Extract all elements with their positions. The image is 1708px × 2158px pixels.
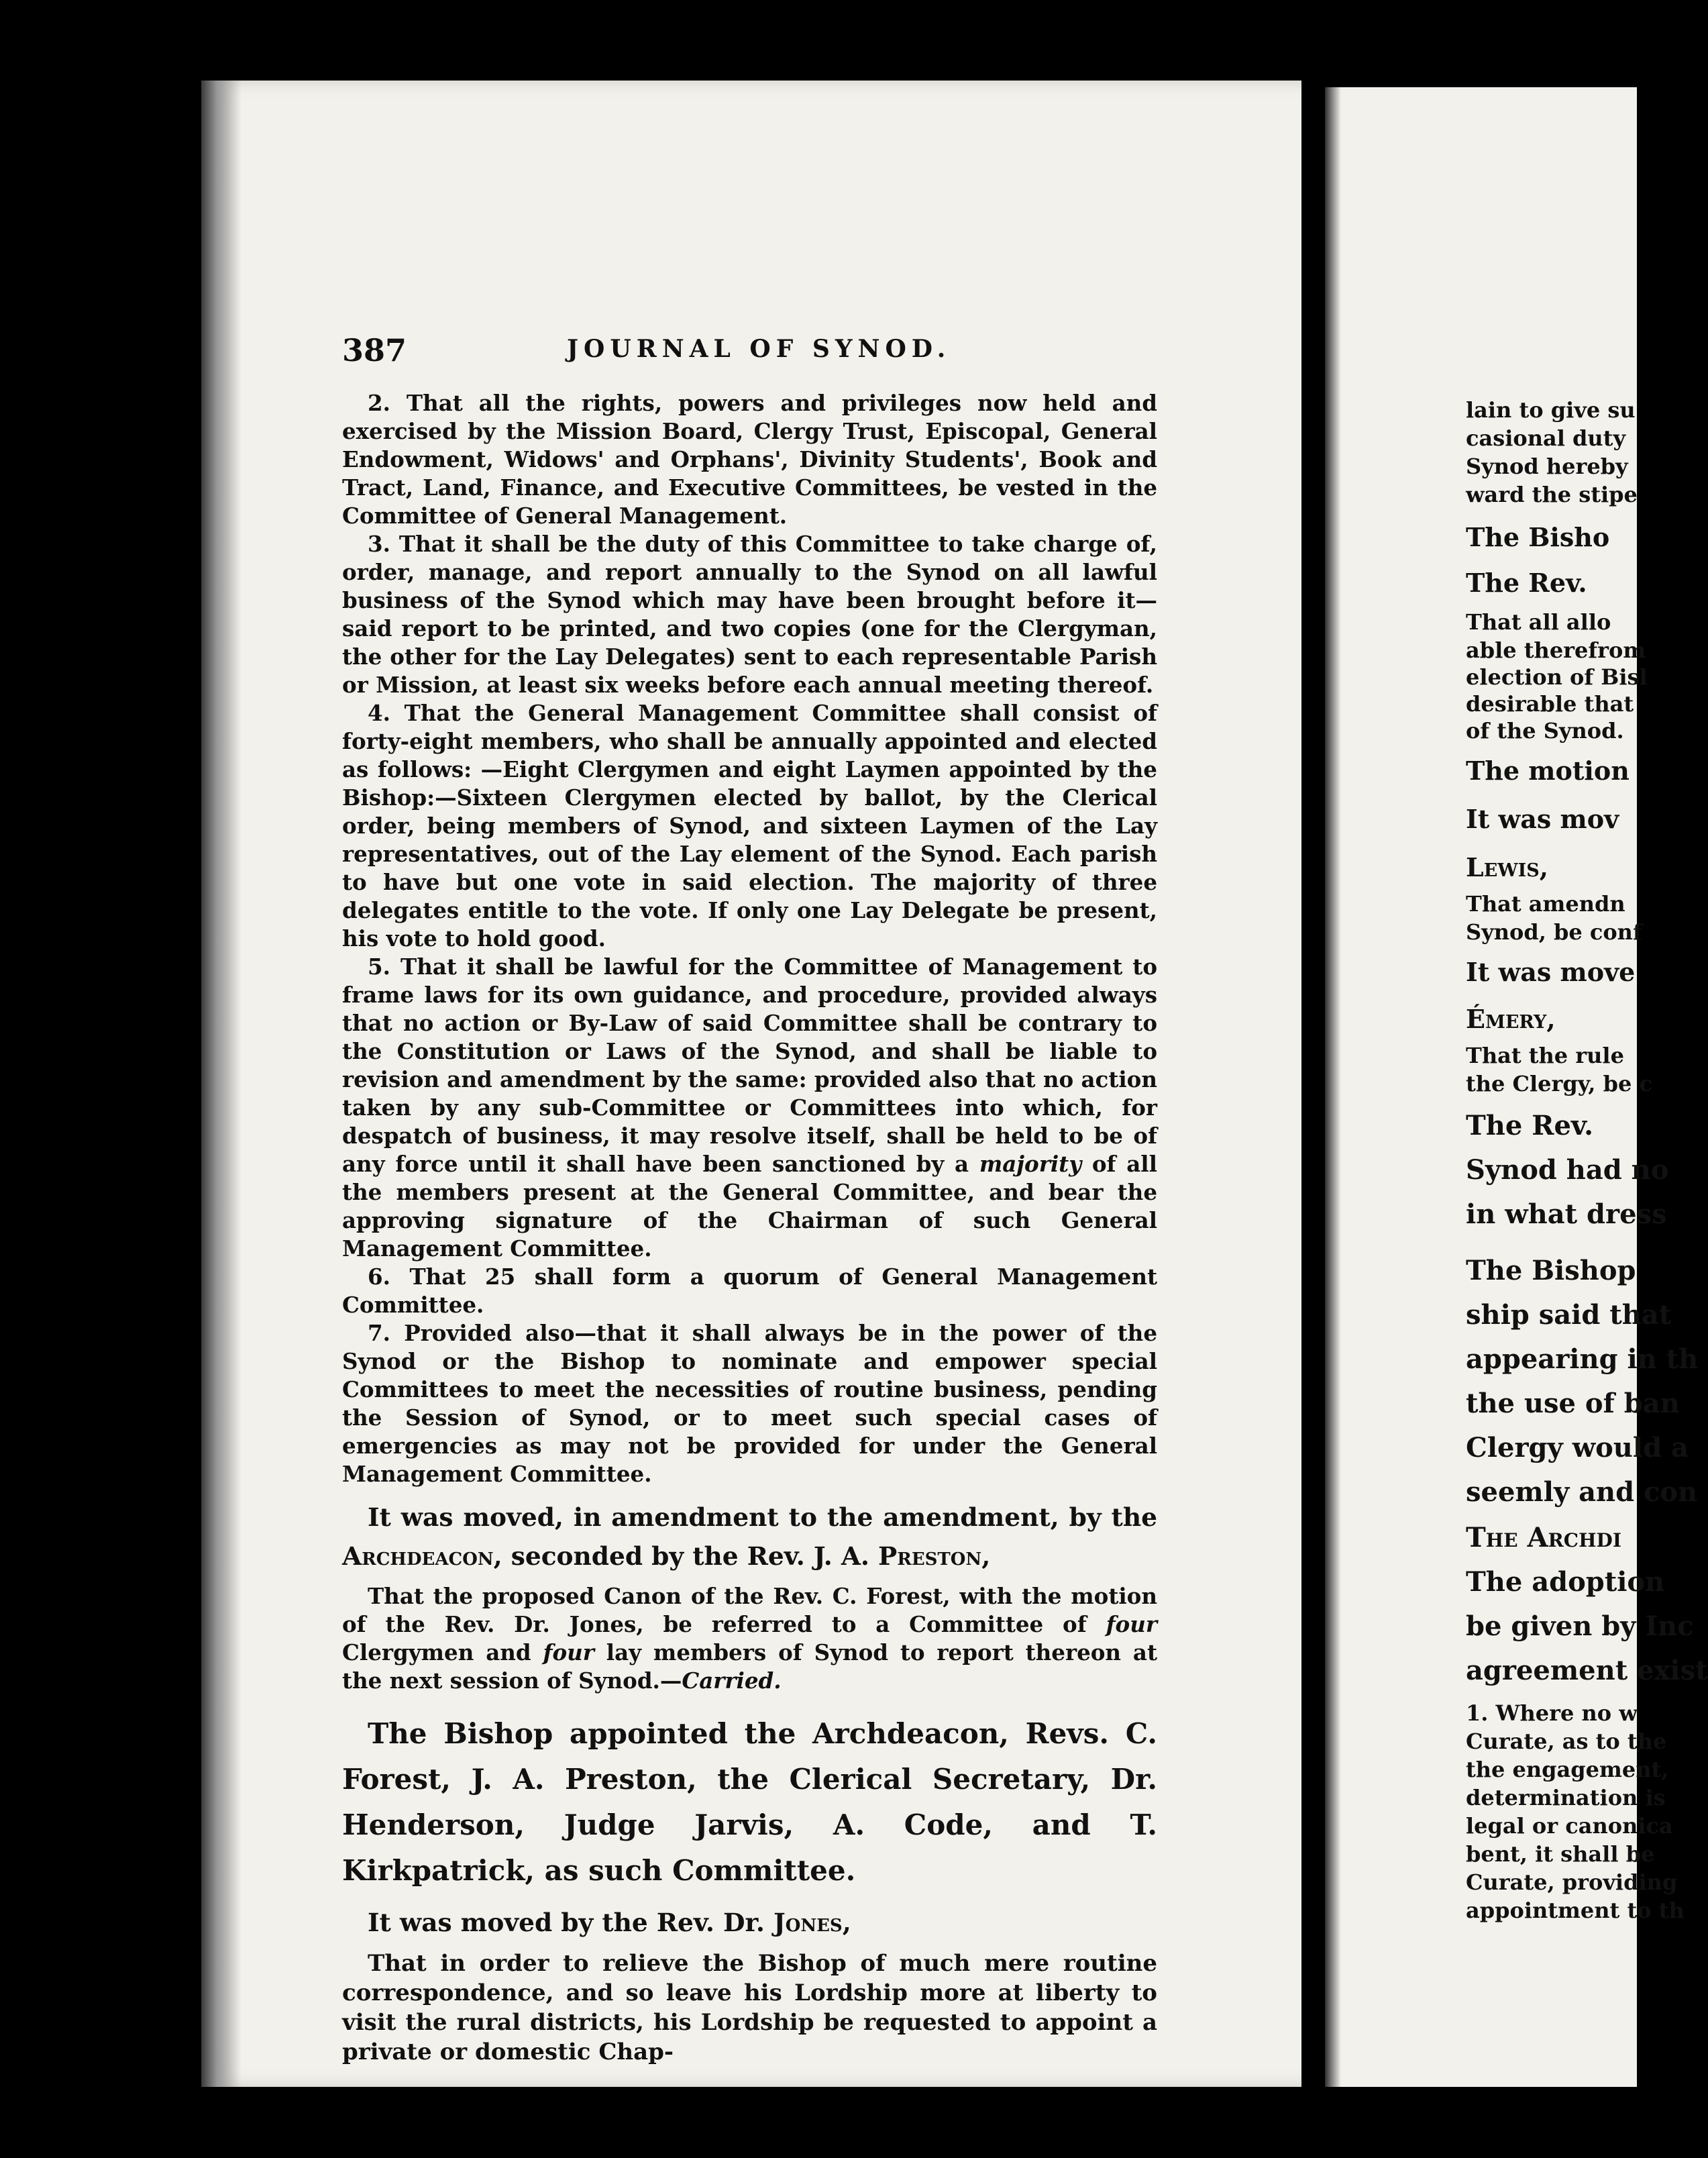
- right-line: in what dress: [1466, 1198, 1667, 1230]
- paragraph-5-text-end: of all the members present at the General Committee, and bear the approving signature of the Chairman of such General Management Committee.: [342, 1151, 1157, 1262]
- bishop-appointment: The Bishop appointed the Archdeacon, Revs. C. Forest, J. A. Preston, the Clerical Secretary, Dr. Henderson, Judge Jarvis, A. Code, and T. Kirkpatrick, as such Committee.: [342, 1717, 1157, 1887]
- right-line: lain to give su: [1466, 397, 1636, 423]
- page-header: [342, 332, 1174, 379]
- motion-text: , seconded by the Rev. J. A.: [493, 1541, 879, 1571]
- resolution-committee: [342, 1582, 1157, 1695]
- right-line: seemly and con: [1466, 1476, 1698, 1508]
- right-line: of the Synod.: [1466, 718, 1624, 743]
- motion-seconder: Preston: [878, 1541, 982, 1571]
- right-line: The adoption: [1466, 1566, 1665, 1598]
- motion-mover: Archdeacon: [342, 1541, 494, 1571]
- right-line: Synod, be conf: [1466, 919, 1642, 945]
- left-page-body: [342, 389, 1157, 2067]
- right-line: bent, it shall be: [1466, 1841, 1655, 1867]
- motion-mover: Jones: [773, 1908, 843, 1937]
- right-line: It was move: [1466, 957, 1636, 987]
- right-line: ward the stipe: [1466, 482, 1638, 507]
- right-line: the Clergy, be c: [1466, 1071, 1652, 1096]
- right-line: the use of ban: [1466, 1388, 1680, 1419]
- right-line: That amendn: [1466, 891, 1625, 917]
- paragraph-7: 7. Provided also—that it shall always be in the power of the Synod or the Bishop to nominate and empower special Committees to meet the necessities of routine business, pending the Session of Synod, or to meet such special cases of emergencies as may not be provided for under the General Management Committee.: [342, 1320, 1157, 1487]
- right-line: The Archdi: [1466, 1522, 1621, 1553]
- right-line: be given by Inc: [1466, 1610, 1694, 1642]
- right-line: determination is: [1466, 1785, 1666, 1810]
- right-line: Émery,: [1466, 1004, 1556, 1034]
- right-line: The Rev.: [1466, 1110, 1594, 1141]
- right-line: The motion: [1466, 756, 1630, 786]
- right-line: the engagement,: [1466, 1757, 1669, 1782]
- right-line: It was mov: [1466, 804, 1619, 834]
- right-line: Synod had no: [1466, 1154, 1669, 1186]
- right-line: appointment to th: [1466, 1898, 1685, 1923]
- right-line: Clergy would a: [1466, 1432, 1689, 1463]
- right-page: [1325, 87, 1708, 2087]
- paragraph-5-italic: majority: [979, 1151, 1082, 1177]
- resolution-italic: four: [543, 1639, 594, 1665]
- right-line: election of Bisl: [1466, 664, 1648, 690]
- motion-text: It was moved by the Rev. Dr.: [368, 1908, 773, 1937]
- paragraph-5: [342, 953, 1157, 1263]
- right-line: The Bisho: [1466, 522, 1610, 552]
- right-line: Synod hereby: [1466, 454, 1628, 479]
- right-line: That the rule: [1466, 1043, 1624, 1068]
- right-line: Curate, providing: [1466, 1869, 1678, 1895]
- resolution-text: lay members of Synod to report thereon at the next session of Synod.—: [342, 1639, 1158, 1694]
- right-line: Lewis,: [1466, 852, 1548, 882]
- right-line: able therefrom: [1466, 637, 1646, 663]
- right-line: The Bishop: [1466, 1255, 1636, 1286]
- resolution-chaplain: That in order to relieve the Bishop of much mere routine correspondence, and so leave his Lordship more at liberty to visit the rural districts, his Lordship be requested to appoint a private or domestic Chap-: [342, 1950, 1157, 2065]
- paragraph-4: 4. That the General Management Committee shall consist of forty-eight members, who shall be annually appointed and elected as follows: —Eight Clergymen and eight Laymen appointed by the Bishop:—Sixteen Clergymen elected by ballot, by the Clerical order, being members of Synod, and sixteen Laymen of the Lay representatives, out of the Lay element of the Synod. Each parish to have but one vote in said election. The majority of three delegates entitle to the vote. If only one Lay Delegate be present, his vote to hold good.: [342, 700, 1157, 952]
- right-line: agreement exist: [1466, 1655, 1708, 1686]
- right-line: casional duty: [1466, 425, 1626, 451]
- right-line: The Rev.: [1466, 568, 1587, 598]
- right-line: appearing in th: [1466, 1343, 1699, 1375]
- motion-jones: [342, 1903, 1157, 1942]
- resolution-carried: Carried.: [682, 1667, 782, 1694]
- right-line: ship said that: [1466, 1299, 1672, 1331]
- motion-text: It was moved, in amendment to the amendment, by the: [368, 1502, 1157, 1532]
- running-title: JOURNAL OF SYNOD.: [567, 335, 951, 363]
- right-line: That all allo: [1466, 609, 1611, 635]
- right-line: Curate, as to the: [1466, 1729, 1667, 1754]
- right-line: legal or canonica: [1466, 1813, 1673, 1839]
- paragraph-3: 3. That it shall be the duty of this Committee to take charge of, order, manage, and report annually to the Synod on all lawful business of the Synod which may have been brought before it—said report to be printed, and two copies (one for the Clergyman, the other for the Lay Delegates) sent to each representable Parish or Mission, at least six weeks before each annual meeting thereof.: [342, 531, 1157, 698]
- motion-text: ,: [842, 1908, 851, 1937]
- right-line: 1. Where no w: [1466, 1700, 1638, 1726]
- resolution-text: Clergymen and: [342, 1639, 543, 1665]
- paragraph-2: 2. That all the rights, powers and privileges now held and exercised by the Mission Board, Clergy Trust, Episcopal, General Endowment, Widows' and Orphans', Divinity Students', Book and Tract, Land, Finance, and Executive Committees, be vested in the Committee of General Management.: [342, 390, 1157, 529]
- paragraph-5-text: 5. That it shall be lawful for the Committee of Management to frame laws for its own guidance, and procedure, provided always that no action or By-Law of said Committee shall be contrary to the Constitution or Laws of the Synod, and shall be liable to revision and amendment by the same: provided also that no action taken by any sub-Committee or Committees into which, for despatch of business, it may resolve itself, shall be held to be of any force until it shall have been sanctioned by a: [342, 954, 1157, 1177]
- paragraph-6: 6. That 25 shall form a quorum of General Management Committee.: [342, 1264, 1157, 1318]
- page-number: 387: [342, 332, 407, 368]
- motion-text: ,: [981, 1541, 991, 1571]
- resolution-italic: four: [1106, 1611, 1157, 1637]
- motion-archdeacon: [342, 1498, 1157, 1576]
- right-line: desirable that: [1466, 691, 1634, 717]
- resolution-text: That the proposed Canon of the Rev. C. Forest, with the motion of the Rev. Dr. Jones, be referred to a Committee of: [342, 1583, 1157, 1637]
